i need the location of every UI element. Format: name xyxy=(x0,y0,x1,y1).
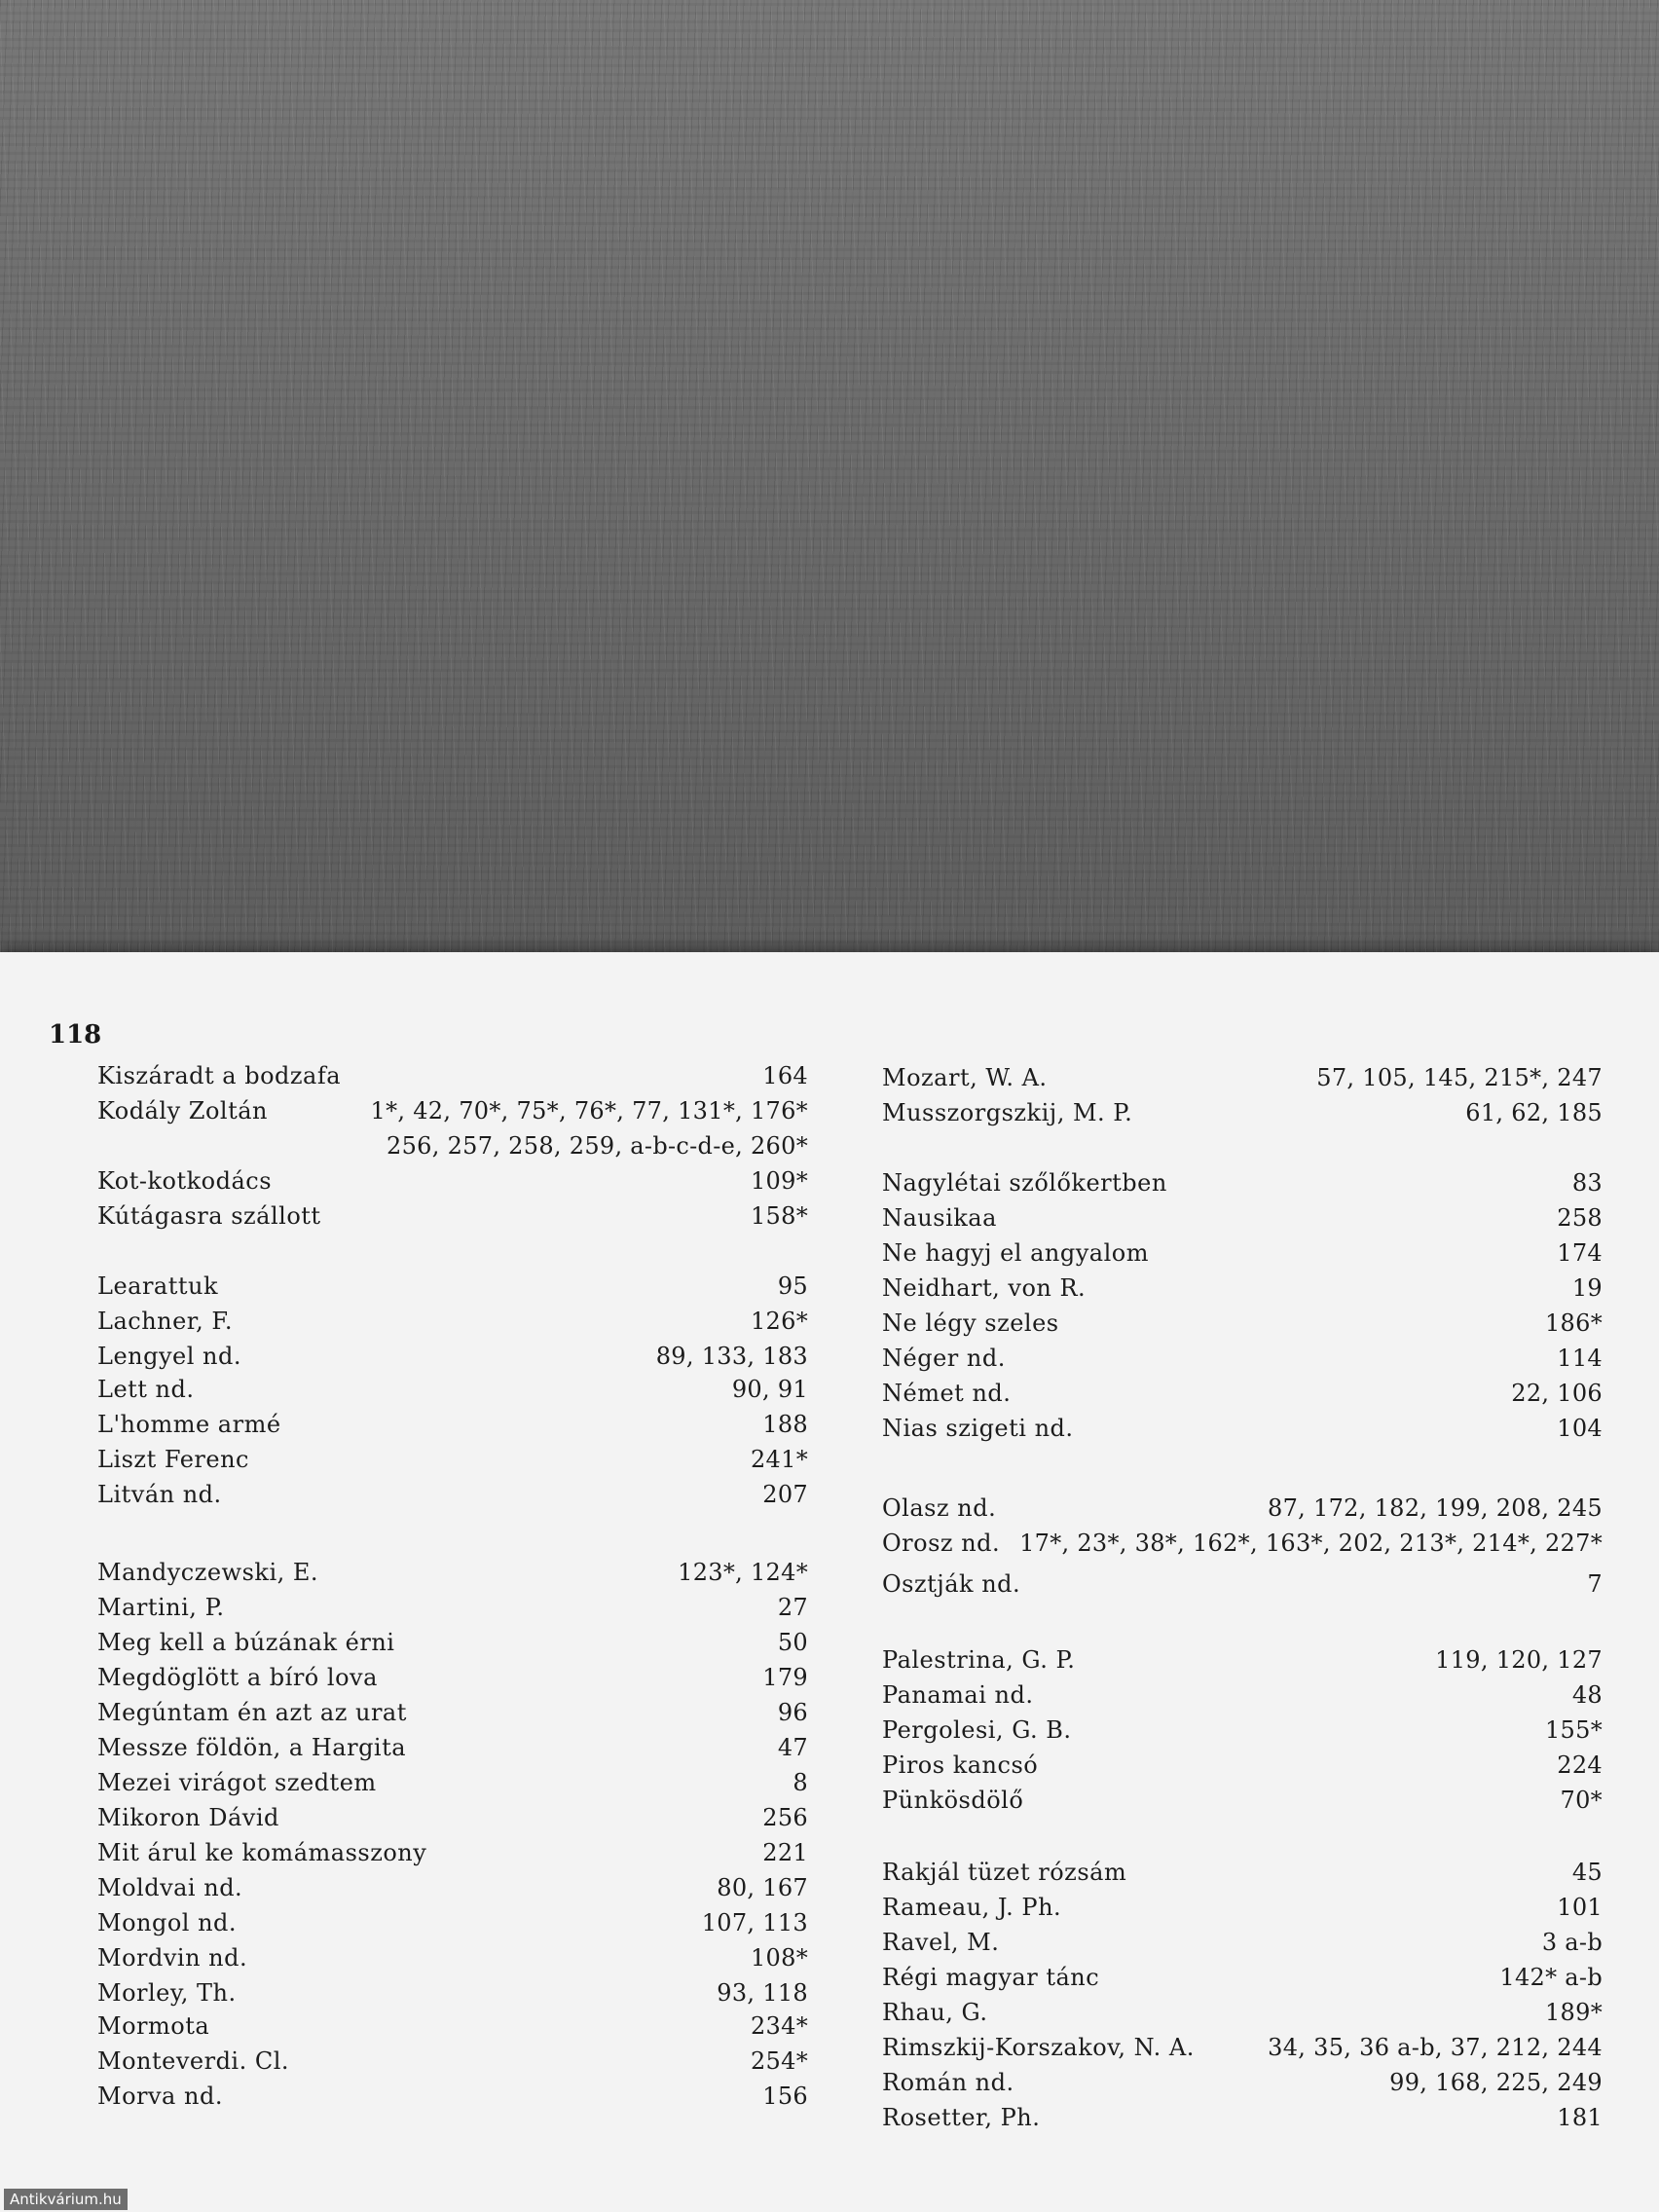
index-entry-title: Kiszáradt a bodzafa xyxy=(97,1062,342,1089)
index-entry-pages: 83 xyxy=(1571,1169,1603,1197)
index-entry-pages: 89, 133, 183 xyxy=(655,1343,808,1370)
index-entry-title: Moldvai nd. xyxy=(97,1874,243,1901)
index-entry-title: Nagylétai szőlőkertben xyxy=(882,1169,1167,1197)
index-entry xyxy=(882,1061,1603,1094)
index-entry-title: Morley, Th. xyxy=(97,1979,237,2007)
index-entry-pages: 61, 62, 185 xyxy=(1465,1099,1603,1126)
index-entry xyxy=(882,1377,1603,1410)
index-entry-title: Megúntam én azt az urat xyxy=(97,1699,407,1726)
index-entry-title: Lachner, F. xyxy=(97,1308,233,1335)
index-entry-pages: 109* xyxy=(750,1167,808,1195)
index-entry-pages: 80, 167 xyxy=(717,1874,808,1901)
index-entry-title: Rosetter, Ph. xyxy=(882,2104,1041,2131)
index-entry xyxy=(882,1096,1603,1129)
index-entry-title: Musszorgszkij, M. P. xyxy=(882,1099,1133,1126)
index-entry xyxy=(97,1094,808,1127)
index-entry-pages: 114 xyxy=(1557,1345,1603,1372)
index-entry xyxy=(97,1199,808,1233)
index-entry-pages: 142* a-b xyxy=(1499,1964,1603,1991)
index-entry xyxy=(97,1836,808,1869)
index-entry xyxy=(882,2066,1603,2099)
index-entry-pages: 207 xyxy=(762,1481,808,1508)
index-entry-pages: 34, 35, 36 a-b, 37, 212, 244 xyxy=(1268,2034,1603,2061)
index-entry-pages: 126* xyxy=(750,1308,808,1335)
index-entry-pages: 70* xyxy=(1560,1787,1603,1814)
index-entry xyxy=(97,1059,808,1092)
index-entry-title: Pergolesi, G. B. xyxy=(882,1716,1072,1744)
index-entry xyxy=(882,1236,1603,1270)
index-entry-pages: 1*, 42, 70*, 75*, 76*, 77, 131*, 176* xyxy=(370,1097,808,1124)
index-entry-title: Neidhart, von R. xyxy=(882,1274,1087,1302)
index-entry-pages: 241* xyxy=(750,1446,808,1473)
index-entry-pages: 47 xyxy=(777,1734,808,1761)
index-entry-title: Néger nd. xyxy=(882,1345,1006,1372)
index-entry-pages: 179 xyxy=(762,1664,808,1691)
index-entry xyxy=(882,1272,1603,1305)
index-entry-pages: 221 xyxy=(762,1839,808,1866)
index-entry-title: Ravel, M. xyxy=(882,1929,1000,1956)
index-entry-title: Pünkösdölő xyxy=(882,1787,1024,1814)
index-entry-pages: 48 xyxy=(1571,1681,1603,1709)
index-entry-title: Lett nd. xyxy=(97,1376,195,1403)
index-entry-pages: 57, 105, 145, 215*, 247 xyxy=(1316,1064,1603,1091)
index-entry-title: Nausikaa xyxy=(882,1204,997,1232)
index-entry xyxy=(97,1164,808,1198)
index-entry-pages: 101 xyxy=(1557,1894,1603,1921)
index-entry-pages: 174 xyxy=(1557,1239,1603,1267)
index-entry xyxy=(882,1856,1603,1889)
index-entry-pages: 3 a-b xyxy=(1541,1929,1603,1956)
index-entry-pages: 155* xyxy=(1544,1716,1603,1744)
index-entry xyxy=(882,2031,1603,2064)
index-entry-title: Lengyel nd. xyxy=(97,1343,241,1370)
index-entry-title: Orosz nd. xyxy=(882,1530,1001,1557)
index-entry xyxy=(97,1906,808,1939)
index-entry xyxy=(882,1961,1603,1994)
index-entry xyxy=(882,1412,1603,1445)
index-entry xyxy=(882,1342,1603,1375)
index-entry xyxy=(97,1373,808,1406)
index-entry-pages: 50 xyxy=(777,1629,808,1656)
index-entry-title: Kútágasra szállott xyxy=(97,1202,321,1230)
index-entry-pages: 96 xyxy=(777,1699,808,1726)
index-entry-title: Mordvin nd. xyxy=(97,1944,248,1972)
index-entry xyxy=(97,1305,808,1338)
index-entry xyxy=(97,1270,808,1303)
index-entry-title: L'homme armé xyxy=(97,1411,281,1438)
index-entry-pages: 108* xyxy=(750,1944,808,1972)
index-entry xyxy=(882,1784,1603,1817)
index-entry-pages: 95 xyxy=(777,1272,808,1300)
index-entry-pages: 189* xyxy=(1544,1999,1603,2026)
index-entry-pages: 256, 257, 258, 259, a-b-c-d-e, 260* xyxy=(387,1132,808,1160)
index-entry-title: Mongol nd. xyxy=(97,1909,238,1936)
index-entry-title: Kodály Zoltán xyxy=(97,1097,268,1124)
index-entry-pages: 224 xyxy=(1557,1751,1603,1779)
index-entry xyxy=(97,1340,808,1373)
index-entry-pages: 104 xyxy=(1557,1415,1603,1442)
index-entry xyxy=(882,1527,1603,1560)
index-entry xyxy=(97,2009,808,2043)
index-entry-pages: 90, 91 xyxy=(731,1376,808,1403)
page-number: 118 xyxy=(49,1020,102,1050)
index-entry-title: Panamai nd. xyxy=(882,1681,1034,1709)
index-entry-pages: 156 xyxy=(762,2083,808,2110)
index-entry xyxy=(97,1478,808,1511)
index-entry xyxy=(97,1941,808,1974)
index-entry xyxy=(97,1556,808,1589)
index-entry-title: Messze földön, a Hargita xyxy=(97,1734,407,1761)
index-entry-title: Mandyczewski, E. xyxy=(97,1559,319,1586)
index-entry xyxy=(97,2045,808,2078)
index-entry-pages: 87, 172, 182, 199, 208, 245 xyxy=(1268,1494,1603,1522)
index-entry xyxy=(882,2101,1603,2134)
index-entry-pages: 7 xyxy=(1587,1570,1603,1598)
index-entry-title: Régi magyar tánc xyxy=(882,1964,1100,1991)
index-entry-pages: 45 xyxy=(1571,1859,1603,1886)
index-entry-title: Palestrina, G. P. xyxy=(882,1646,1076,1674)
index-entry-title: Német nd. xyxy=(882,1380,1012,1407)
index-entry-title: Rameau, J. Ph. xyxy=(882,1894,1062,1921)
table-surface-background xyxy=(0,0,1659,952)
index-entry-title: Rimszkij-Korszakov, N. A. xyxy=(882,2034,1195,2061)
index-entry-title: Mikoron Dávid xyxy=(97,1804,279,1831)
index-entry-title: Rakjál tüzet rózsám xyxy=(882,1859,1127,1886)
index-entry xyxy=(882,1749,1603,1782)
index-entry xyxy=(97,1976,808,2009)
index-entry-pages: 254* xyxy=(750,2047,808,2075)
index-entry-title: Mozart, W. A. xyxy=(882,1064,1048,1091)
index-entry-title: Monteverdi. Cl. xyxy=(97,2047,290,2075)
index-entry-title: Mezei virágot szedtem xyxy=(97,1769,377,1796)
index-entry-title: Rhau, G. xyxy=(882,1999,988,2026)
index-entry-pages: 181 xyxy=(1557,2104,1603,2131)
index-entry-title: Piros kancsó xyxy=(882,1751,1039,1779)
index-entry-title: Megdöglött a bíró lova xyxy=(97,1664,378,1691)
index-entry-title: Ne légy szeles xyxy=(882,1309,1059,1337)
index-entry xyxy=(97,1408,808,1441)
index-entry xyxy=(882,1678,1603,1712)
index-entry xyxy=(97,2080,808,2113)
index-entry-pages: 186* xyxy=(1544,1309,1603,1337)
index-entry xyxy=(97,1129,808,1162)
index-entry xyxy=(97,1591,808,1624)
index-entry-title: Morva nd. xyxy=(97,2083,223,2110)
index-entry-pages: 27 xyxy=(777,1594,808,1621)
index-entry-title: Osztják nd. xyxy=(882,1570,1021,1598)
index-entry-title: Olasz nd. xyxy=(882,1494,997,1522)
index-entry-title: Learattuk xyxy=(97,1272,219,1300)
index-entry-title: Mormota xyxy=(97,2012,210,2040)
index-entry xyxy=(97,1871,808,1904)
index-entry xyxy=(97,1731,808,1764)
watermark: Antikvárium.hu xyxy=(4,2189,128,2210)
index-entry-pages: 99, 168, 225, 249 xyxy=(1389,2069,1603,2096)
index-entry-pages: 188 xyxy=(762,1411,808,1438)
index-entry xyxy=(882,1714,1603,1747)
index-entry-pages: 123*, 124* xyxy=(678,1559,808,1586)
index-entry-pages: 19 xyxy=(1571,1274,1603,1302)
index-entry-title: Ne hagyj el angyalom xyxy=(882,1239,1149,1267)
index-entry-title: Martini, P. xyxy=(97,1594,225,1621)
index-entry-pages: 17*, 23*, 38*, 162*, 163*, 202, 213*, 214*, 227* xyxy=(1019,1530,1603,1557)
index-entry xyxy=(882,1891,1603,1924)
index-entry-pages: 164 xyxy=(762,1062,808,1089)
index-entry xyxy=(97,1661,808,1694)
index-entry-pages: 8 xyxy=(793,1769,808,1796)
index-entry xyxy=(882,1201,1603,1235)
index-entry-pages: 234* xyxy=(750,2012,808,2040)
index-entry xyxy=(97,1766,808,1799)
index-entry xyxy=(97,1443,808,1476)
index-entry-pages: 158* xyxy=(750,1202,808,1230)
index-entry xyxy=(97,1801,808,1834)
index-entry xyxy=(882,1996,1603,2029)
index-entry-title: Litván nd. xyxy=(97,1481,222,1508)
index-entry-title: Mit árul ke komámasszony xyxy=(97,1839,427,1866)
index-entry-title: Liszt Ferenc xyxy=(97,1446,249,1473)
index-entry xyxy=(882,1307,1603,1340)
index-entry-pages: 119, 120, 127 xyxy=(1435,1646,1603,1674)
index-entry xyxy=(882,1492,1603,1525)
index-entry-pages: 258 xyxy=(1557,1204,1603,1232)
index-entry-pages: 22, 106 xyxy=(1511,1380,1603,1407)
index-entry xyxy=(97,1626,808,1659)
index-entry-title: Kot-kotkodács xyxy=(97,1167,273,1195)
index-entry-pages: 107, 113 xyxy=(701,1909,808,1936)
index-entry xyxy=(882,1567,1603,1601)
index-entry-pages: 93, 118 xyxy=(717,1979,808,2007)
index-entry-title: Meg kell a búzának érni xyxy=(97,1629,395,1656)
index-entry-title: Román nd. xyxy=(882,2069,1014,2096)
index-entry-title: Nias szigeti nd. xyxy=(882,1415,1074,1442)
index-entry-pages: 256 xyxy=(762,1804,808,1831)
index-entry xyxy=(97,1696,808,1729)
index-entry xyxy=(882,1643,1603,1677)
index-entry xyxy=(882,1926,1603,1959)
index-entry xyxy=(882,1166,1603,1199)
